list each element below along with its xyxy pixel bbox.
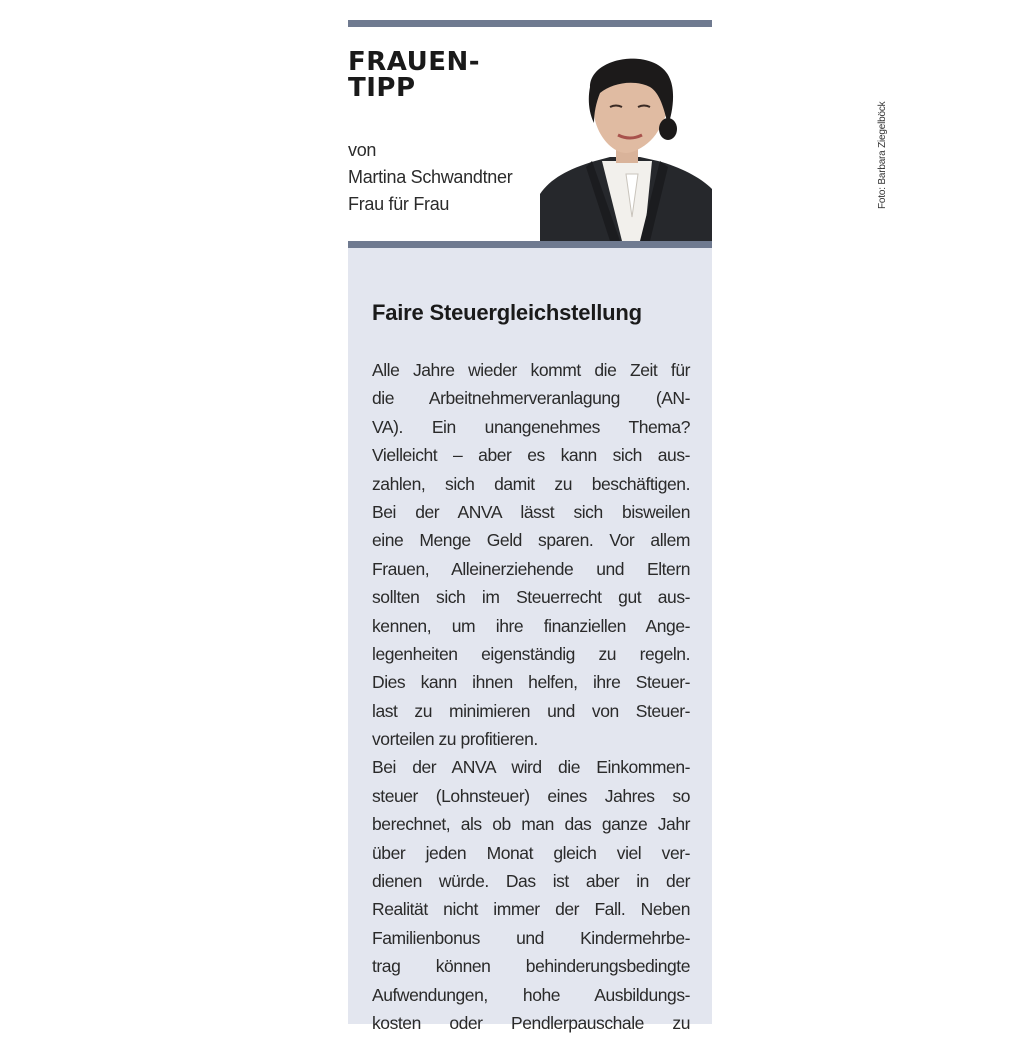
- article-headline: Faire Steuergleichstellung: [372, 300, 642, 325]
- top-rule: [348, 20, 712, 27]
- article-body-line: Familienbonus und Kindermehrbe-: [372, 927, 690, 948]
- article-body: [372, 356, 690, 1037]
- article-body-line: trag können behinderungsbedingte: [372, 956, 690, 977]
- article-body-line: Vielleicht – aber es kann sich aus-: [372, 445, 690, 466]
- article-body-line: berechnet, als ob man das ganze Jahr: [372, 814, 690, 835]
- article-body-line: Bei der ANVA lässt sich bisweilen: [372, 501, 690, 522]
- article-body-line: eine Menge Geld sparen. Vor allem: [372, 530, 690, 551]
- photo-credit: Foto: Barbara Ziegelböck: [877, 101, 888, 209]
- byline-organization: Frau für Frau: [348, 194, 450, 214]
- header-rule: [348, 241, 712, 248]
- article-body-line: kennen, um ihre finanziellen Ange-: [372, 615, 690, 636]
- article-body-line: dienen würde. Das ist aber in der: [372, 871, 690, 892]
- article-box: [348, 248, 712, 1033]
- article-body-line: Aufwendungen, hohe Ausbildungs-: [372, 984, 690, 1005]
- article-body-line: last zu minimieren und von Steuer-: [372, 700, 690, 721]
- article-body-line: Alle Jahre wieder kommt die Zeit für: [372, 360, 690, 380]
- article-body-line: legenheiten eigenständig zu regeln.: [372, 643, 690, 664]
- article-body-line: sollten sich im Steuerrecht gut aus-: [372, 587, 690, 608]
- article-body-line: Bei der ANVA wird die Einkommen-: [372, 757, 690, 778]
- article-header: [348, 27, 888, 241]
- article-body-line: kosten oder Pendlerpauschale zu: [372, 1012, 690, 1033]
- article-column: [348, 20, 888, 1033]
- author-portrait: [540, 49, 888, 241]
- article-body-line: VA). Ein unangenehmes Thema?: [372, 416, 690, 437]
- kicker-line-2: TIPP: [348, 73, 416, 103]
- byline: [348, 137, 512, 218]
- article-body-line: steuer (Lohnsteuer) eines Jahres so: [372, 785, 690, 806]
- byline-author: Martina Schwandtner: [348, 167, 513, 187]
- article-body-line: die Arbeitnehmerveranlagung (AN-: [372, 388, 690, 409]
- article-body-line: Realität nicht immer der Fall. Neben: [372, 899, 690, 920]
- kicker-title: [348, 49, 480, 101]
- article-body-line: Dies kann ihnen helfen, ihre Steuer-: [372, 672, 690, 693]
- article-body-line: Frauen, Alleinerziehende und Eltern: [372, 558, 690, 579]
- author-portrait-illustration: [540, 49, 712, 241]
- article-body-line: über jeden Monat gleich viel ver-: [372, 842, 690, 863]
- article-body-line: vorteilen zu profitieren.: [372, 729, 538, 750]
- article-body-line: zahlen, sich damit zu beschäftigen.: [372, 473, 690, 494]
- kicker-line-1: FRAUEN-: [348, 47, 481, 77]
- byline-von: von: [348, 140, 377, 160]
